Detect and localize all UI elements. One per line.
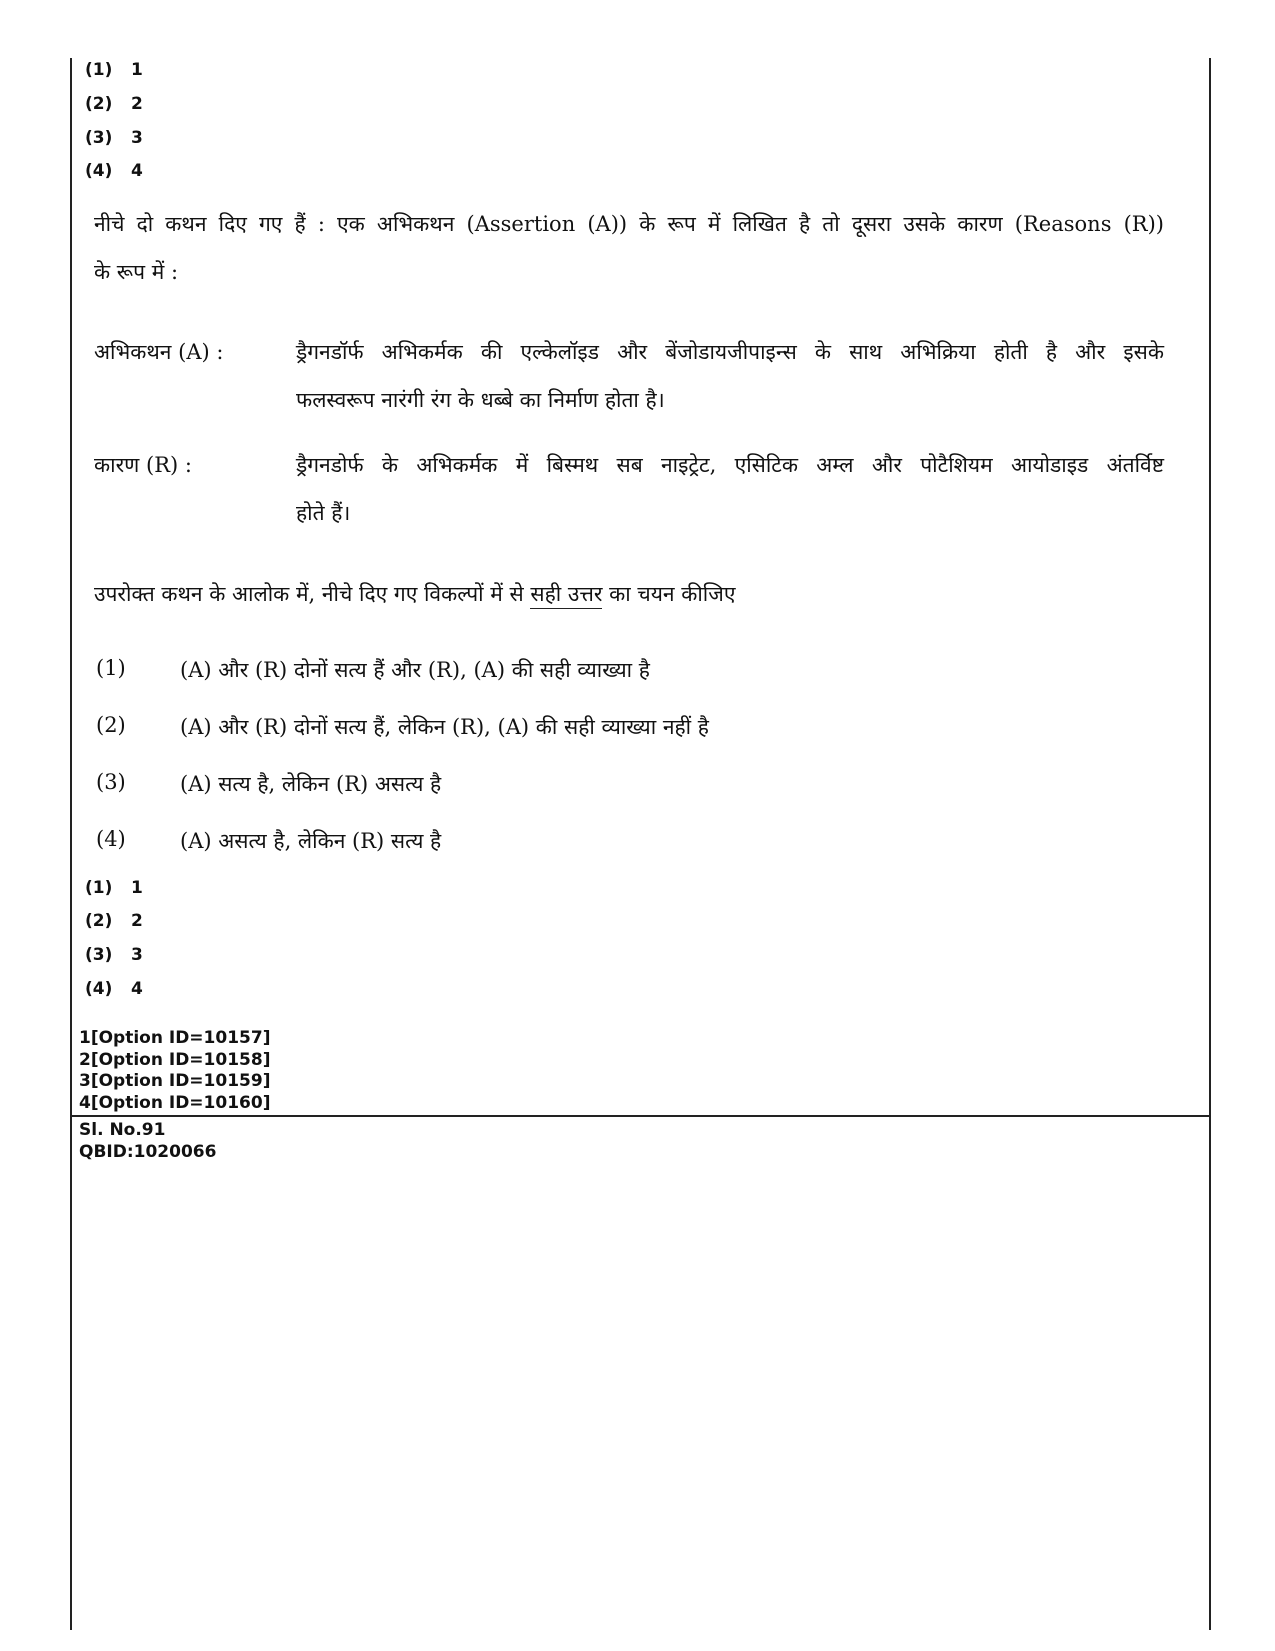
- option-id-3: 3[Option ID=10159]: [79, 1071, 271, 1091]
- top-option-1: (1) 1: [85, 60, 143, 80]
- choice-3-num: (3): [96, 770, 126, 794]
- choice-2-text: (A) और (R) दोनों सत्य हैं, लेकिन (R), (A) की सही व्याख्या नहीं है: [180, 715, 709, 739]
- top-option-2: (2) 2: [85, 94, 143, 114]
- instruction: [94, 580, 735, 608]
- top-option-4: (4) 4: [85, 161, 143, 181]
- qbid: QBID:1020066: [79, 1141, 217, 1162]
- question-divider: [70, 1115, 1211, 1117]
- instruction-underlined: सही उत्तर: [530, 582, 602, 609]
- reason-label: कारण (R) :: [94, 453, 192, 477]
- choice-2-num: (2): [96, 713, 126, 737]
- assertion-text-line1: ड्रैगनडॉर्फ अभिकर्मक की एल्केलॉइड और बेंजोडायजीपाइन्स के साथ अभिक्रिया होती है और इसके: [296, 340, 1164, 364]
- serial-number: Sl. No.91: [79, 1120, 166, 1140]
- option-id-1: 1[Option ID=10157]: [79, 1028, 271, 1048]
- top-option-3: (3) 3: [85, 128, 143, 148]
- assertion-label: अभिकथन (A) :: [94, 340, 224, 364]
- instruction-pre: उपरोक्त कथन के आलोक में, नीचे दिए गए विकल्पों में से: [94, 582, 531, 606]
- assertion-text-line2: फलस्वरूप नारंगी रंग के धब्बे का निर्माण होता है।: [296, 388, 665, 412]
- option-id-2: 2[Option ID=10158]: [79, 1049, 271, 1070]
- next-question-header: [79, 1120, 216, 1163]
- question-intro-line2: के रूप में :: [94, 260, 179, 284]
- question-intro-line1: नीचे दो कथन दिए गए हैं : एक अभिकथन (Assertion (A)) के रूप में लिखित है तो दूसरा उसके कारण (Reasons (R)): [94, 212, 1164, 236]
- bottom-option-2: (2) 2: [85, 911, 143, 931]
- choice-4-text: (A) असत्य है, लेकिन (R) सत्य है: [180, 829, 442, 853]
- right-border: [1209, 58, 1211, 1630]
- bottom-option-1: (1) 1: [85, 878, 143, 898]
- reason-text-line1: ड्रैगनडोर्फ के अभिकर्मक में बिस्मथ सब नाइट्रेट, एसिटिक अम्ल और पोटैशियम आयोडाइड अंतर्विष्ट: [296, 453, 1164, 477]
- choice-4-num: (4): [96, 827, 126, 851]
- choice-1-text: (A) और (R) दोनों सत्य हैं और (R), (A) की सही व्याख्या है: [180, 658, 650, 682]
- choice-3-text: (A) सत्य है, लेकिन (R) असत्य है: [180, 772, 442, 796]
- bottom-option-3: (3) 3: [85, 945, 143, 965]
- left-border: [70, 58, 72, 1630]
- reason-text-line2: होते हैं।: [296, 501, 351, 525]
- option-id-list: [79, 1028, 270, 1114]
- bottom-option-4: (4) 4: [85, 979, 143, 999]
- choice-1-num: (1): [96, 656, 126, 680]
- option-id-4: 4[Option ID=10160]: [79, 1092, 271, 1113]
- instruction-post: का चयन कीजिए: [602, 582, 736, 606]
